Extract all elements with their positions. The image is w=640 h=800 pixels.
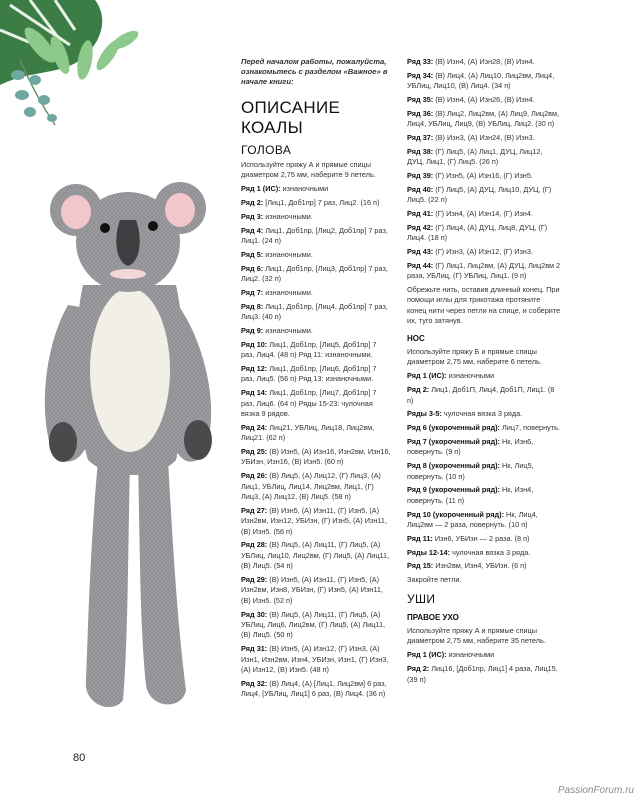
pattern-row (407, 385, 561, 406)
pattern-row (407, 371, 561, 381)
row-text: (В) Изн5, (А) Изн16, Изн2вм, Изн16, УБИзн, Изн16, (В) Изн5. (60 п) (241, 447, 391, 467)
row-label: Ряды 12-14: (407, 547, 451, 557)
row-label: Ряд 9 (укороченный ряд): (407, 485, 500, 495)
row-text: Лиц16, [Доб1пр, Лиц1] 4 раза, Лиц15. (39 п) (407, 664, 558, 684)
pattern-row (407, 223, 561, 244)
row-label: Ряд 41: (407, 209, 434, 218)
row-label: Ряд 10 (укороченный ряд): (407, 509, 505, 519)
row-text: изнаночными. (263, 288, 313, 298)
row-text: Нк, Лиц4, Лиц2вм — 2 раза, повернуть. (10 п) (407, 509, 538, 530)
row-text: Нк, Лиц5, повернуть. (10 п) (407, 461, 534, 481)
row-label: Ряд 29: (241, 575, 268, 585)
row-text: Нк, Изн6, повернуть. (9 п) (407, 437, 534, 457)
pattern-row (407, 548, 561, 558)
row-label: Ряд 14: (241, 388, 268, 398)
section-heading-head: ГОЛОВА (241, 142, 292, 157)
row-label: Ряд 8: (241, 301, 264, 311)
watermark: PassionForum.ru (557, 785, 634, 796)
row-label: Ряд 5: (241, 250, 264, 260)
pattern-row (407, 437, 561, 458)
row-text: Лиц1, Доб1пр, [Лиц4, Доб1пр] 7 раз, Лиц3. (40 п) (241, 301, 388, 322)
pattern-row (407, 171, 561, 181)
row-text: (Г) Изн3, (А) Изн12, (Г) Изн3. (433, 247, 533, 256)
ears-instruction: Используйте пряжу А и прямые спицы диаметром 2,75 мм, наберите 35 петель. (407, 625, 546, 646)
row-text: (Г) Изн4, (А) Изн14, (Г) Изн4. (433, 209, 533, 218)
row-label: Ряд 2: (407, 664, 430, 674)
pattern-row (407, 95, 561, 105)
row-label: Ряд 7: (241, 288, 264, 298)
pattern-row (407, 423, 561, 433)
intro-note: Перед началом работы, пожалуйста, ознакомьтесь с разделом «Важное» в начале книги: (241, 57, 388, 87)
pattern-row (241, 250, 391, 260)
section-heading-nose: НОС (407, 333, 425, 343)
row-label: Ряд 33: (407, 57, 434, 66)
row-text: изнаночными (446, 650, 495, 660)
page-title-line1: ОПИСАНИЕ (241, 97, 341, 117)
pattern-row (407, 209, 561, 219)
row-label: Ряд 30: (241, 609, 268, 619)
nose-rows-list (407, 371, 561, 571)
instructions-column-right (407, 57, 561, 688)
row-text: [Лиц1, Доб1пр] 7 раз, Лиц2. (16 п) (263, 198, 380, 208)
head-finish-note: Обрежьте нить, оставив длинный конец. При помощи иглы для трикотажа протяните конец нити через петли на спице, и соберите их, туго затянув. (407, 285, 561, 326)
row-label: Ряд 39: (407, 171, 434, 180)
row-label: Ряд 8 (укороченный ряд): (407, 461, 500, 471)
pattern-row (407, 109, 561, 130)
row-label: Ряд 42: (407, 222, 434, 232)
row-label: Ряд 11: (407, 533, 433, 543)
row-label: Ряд 28: (241, 540, 268, 550)
pattern-row (407, 510, 561, 531)
pattern-row (407, 650, 561, 660)
pattern-row (241, 302, 391, 323)
row-text: Лиц1, Доб1П, Лиц4, Доб1П, Лиц1. (8 п) (407, 385, 555, 405)
head-instruction: Используйте пряжу А и прямые спицы диаметром 2,75 мм, наберите 9 петель. (241, 159, 376, 180)
row-text: Лиц7, повернуть. (499, 423, 560, 433)
pattern-row (241, 264, 391, 285)
row-label: Ряд 4: (241, 225, 264, 235)
row-text: (Г) Лиц4, (А) ДУЦ, Лиц8, ДУЦ, (Г) Лиц4. (18 п) (407, 222, 548, 243)
head-rows-continued (407, 57, 561, 282)
decorative-leaves (0, 0, 150, 130)
pattern-row (241, 423, 391, 444)
pattern-row (241, 679, 391, 700)
row-label: Ряд 15: (407, 561, 434, 571)
row-text: (Г) Лиц1, Лиц2вм, (А) ДУЦ, Лиц2вм 2 раза, УБЛиц, (Г) УБЛиц, Лиц1. (9 п) (407, 260, 561, 281)
pattern-row (241, 340, 391, 361)
row-text: Изн2вм, Изн4, УБИзн. (6 п) (433, 561, 527, 571)
row-text: изнаночными (446, 371, 495, 381)
pattern-row (241, 447, 391, 468)
row-text: (В) Изн3, (А) Изн24, (В) Изн3. (433, 133, 535, 142)
row-text: (В) Изн5, (А) Изн11, (Г) Изн5, (А) Изн2вм, Изн8, УБИзн, (Г) Изн5, (А) Изн11, (В) Изн5. (52 п) (241, 575, 383, 605)
pattern-row (241, 226, 391, 247)
pattern-row (407, 247, 561, 257)
pattern-row (407, 664, 561, 685)
row-label: Ряд 32: (241, 678, 268, 688)
row-text: (В) Изн5, (А) Изн11, (Г) Изн5, (А) Изн2вм, Изн12, УБИзн, (Г) Изн5, (А) Изн11, (В) Изн5. (56 п) (241, 505, 387, 536)
row-text: (В) Лиц4, (А) [Лиц1, Лиц2вм] 6 раз, Лиц4, [УБЛиц, Лиц1] 6 раз, (В) Лиц4. (36 п) (241, 678, 387, 699)
pattern-row (241, 610, 391, 641)
row-label: Ряд 31: (241, 644, 268, 654)
pattern-row (241, 540, 391, 571)
row-label: Ряд 35: (407, 95, 434, 104)
row-label: Ряд 2: (241, 198, 264, 208)
nose-finish-note: Закройте петли. (407, 575, 462, 585)
pattern-row (241, 644, 391, 675)
row-label: Ряд 9: (241, 326, 264, 336)
pattern-row (407, 409, 561, 419)
row-label: Ряд 1 (ИС): (407, 650, 447, 660)
instructions-column-left (241, 57, 391, 703)
pattern-row (407, 57, 561, 67)
row-text: (Г) Лиц5, (А) ДУЦ, Лиц10, ДУЦ, (Г) Лиц5. (22 п) (407, 184, 552, 205)
row-label: Ряд 6: (241, 263, 264, 273)
row-label: Ряд 40: (407, 184, 434, 194)
pattern-row (241, 575, 391, 606)
row-label: Ряд 1 (ИС): (407, 371, 447, 381)
row-text: чулочная вязка 3 ряда. (441, 409, 523, 419)
row-text: Лиц1, Доб1пр, [Лиц2, Доб1пр] 7 раз, Лиц1. (24 п) (241, 225, 388, 246)
pattern-row (241, 184, 391, 194)
row-text: чулочная вязка 3 ряда. (450, 547, 531, 557)
pattern-row (241, 506, 391, 537)
row-text: (В) Изн4, (А) Изн26, (В) Изн4. (433, 95, 535, 104)
row-text: (Г) Лиц5, (А) Лиц1, ДУЦ, Лиц12, ДУЦ, Лиц1, (Г) Лиц5. (26 п) (407, 146, 543, 167)
ears-rows-list (407, 650, 561, 685)
row-label: Ряд 25: (241, 447, 268, 457)
pattern-row (407, 185, 561, 206)
row-label: Ряд 12: (241, 364, 268, 374)
row-label: Ряд 2: (407, 385, 430, 395)
row-text: изнаночными. (263, 212, 313, 222)
row-label: Ряд 26: (241, 471, 268, 481)
row-text: (Г) Изн5, (А) Изн16, (Г) Изн5. (433, 171, 533, 180)
row-text: (В) Изн5, (А) Изн12, (Г) Изн3, (А) Изн1, Изн2вм, Изн4, УБИзн, Изн1, (Г) Изн3, (А) Изн12, (В) Изн5. (48 п) (241, 644, 389, 675)
page-number: 80 (73, 752, 86, 764)
row-text: (В) Лиц2, Лиц2вм, (А) Лиц9, Лиц2вм, Лиц4, УБЛиц, Лиц9, (В) УБЛиц, Лиц2. (30 п) (407, 108, 559, 129)
row-text: Лиц1, Доб1пр, [Лиц6, Доб1пр] 7 раз, Лиц5. (56 п) Ряд 13: изнаночными. (241, 364, 377, 384)
row-text: изнаночными (280, 184, 329, 194)
row-text: (В) Лиц4, (А) Лиц10, Лиц2вм, Лиц4, УБЛиц, Лиц10, (В) Лиц4. (34 п) (407, 70, 555, 91)
row-text: Лиц1, Доб1пр, [Лиц7, Доб1пр] 7 раз, Лиц6. (64 п) Ряды 15-23: чулочная вязка 9 рядов. (241, 388, 377, 419)
row-text: Нк, Изн4, повернуть. (11 п) (407, 485, 534, 505)
row-text: (В) Лиц5, (А) Лиц11, (Г) Лиц5, (А) УБЛиц, Лиц10, Лиц2вм, (Г) Лиц5, (А) Лиц11, (В) Лиц5. (54 п) (241, 540, 390, 571)
row-text: (В) Лиц5, (А) Лиц12, (Г) Лиц3, (А) Лиц1, УБЛиц, Лиц14, Лиц2вм, Лиц1, (Г) Лиц3, (А) Лиц12, (В) Лиц5. (58 п) (241, 471, 381, 502)
pattern-row (407, 561, 561, 571)
row-label: Ряды 3-5: (407, 409, 442, 419)
pattern-row (407, 147, 561, 168)
row-label: Ряд 1 (ИС): (241, 184, 281, 194)
row-label: Ряд 38: (407, 146, 434, 156)
pattern-row (241, 388, 391, 419)
row-text: изнаночными. (263, 250, 313, 260)
pattern-row (407, 461, 561, 482)
pattern-row (407, 261, 561, 282)
row-label: Ряд 44: (407, 260, 434, 270)
pattern-row (241, 471, 391, 502)
row-label: Ряд 10: (241, 339, 268, 349)
pattern-row (241, 212, 391, 222)
row-label: Ряд 6 (укороченный ряд): (407, 423, 500, 433)
row-label: Ряд 27: (241, 505, 268, 515)
pattern-row (241, 364, 391, 385)
row-label: Ряд 36: (407, 108, 434, 118)
row-label: Ряд 3: (241, 212, 264, 222)
row-label: Ряд 7 (укороченный ряд): (407, 437, 500, 447)
pattern-row (241, 326, 391, 336)
koala-toy-image (28, 170, 238, 725)
head-rows-list (241, 184, 391, 699)
row-text: (В) Изн4, (А) Изн28, (В) Изн4. (433, 57, 535, 66)
pattern-row (241, 288, 391, 298)
row-text: Лиц1, Доб1пр, [Лиц3, Доб1пр] 7 раз, Лиц2. (32 п) (241, 263, 388, 284)
pattern-row (407, 534, 561, 544)
row-label: Ряд 24: (241, 422, 268, 432)
row-text: (В) Лиц5, (А) Лиц11, (Г) Лиц5, (А) УБЛиц, Лиц6, Лиц2вм, (Г) Лиц5, (А) Лиц11, (В) Лиц5. (50 п) (241, 609, 386, 640)
nose-instruction: Используйте пряжу Б и прямые спицы диаметром 2,75 мм, наберите 6 петель. (407, 346, 542, 367)
row-label: Ряд 37: (407, 133, 434, 142)
section-heading-ears: УШИ (407, 591, 436, 606)
row-label: Ряд 34: (407, 70, 434, 80)
pattern-row (407, 133, 561, 143)
row-label: Ряд 43: (407, 247, 434, 256)
page-title-line2: КОАЛЫ (241, 117, 303, 137)
row-text: Лиц1, Доб1пр, [Лиц5, Доб1пр] 7 раз, Лиц4. (48 п) Ряд 11: изнаночными. (241, 339, 377, 360)
pattern-row (407, 71, 561, 92)
row-text: Лиц21, УБЛиц, Лиц18, Лиц2вм, Лиц21. (62 п) (241, 422, 375, 443)
pattern-row (241, 198, 391, 208)
row-text: изнаночными. (263, 326, 313, 336)
row-text: Изн6, УБИзн — 2 раза. (8 п) (432, 533, 530, 543)
pattern-row (407, 485, 561, 506)
subheading-right-ear: ПРАВОЕ УХО (407, 612, 459, 622)
